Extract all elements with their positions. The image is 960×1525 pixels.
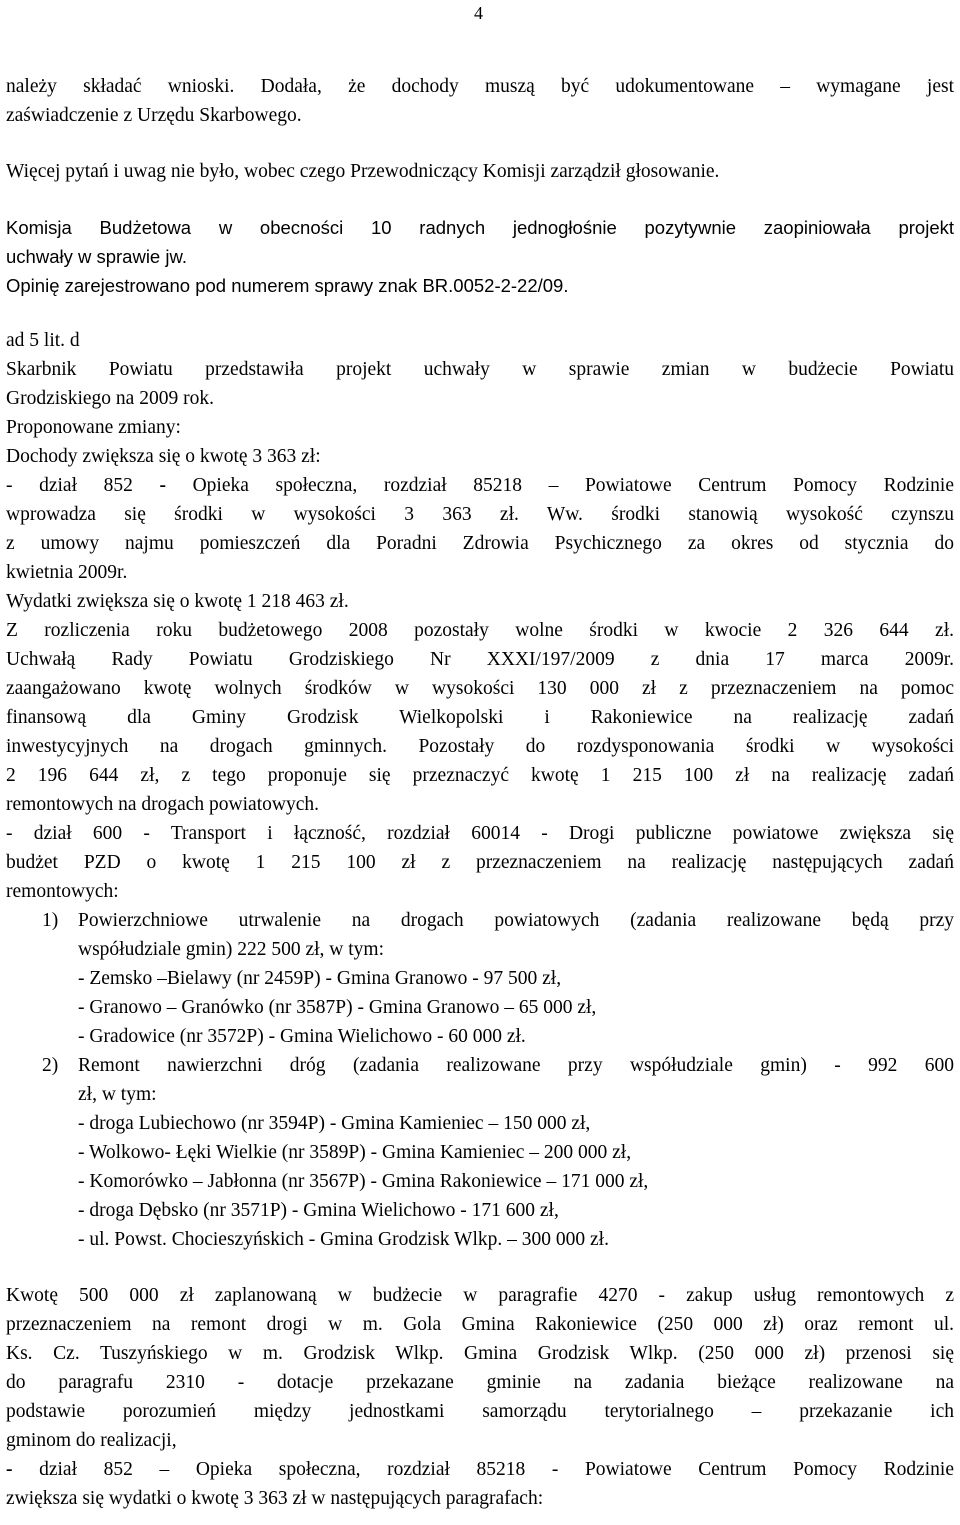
- list-item-number: 2): [42, 1055, 59, 1076]
- list-item-line: [6, 906, 954, 935]
- paragraph-line: Kwotę 500 000 zł zaplanowaną w budżecie w paragrafie 4270 - zakup usług remontowych z: [6, 1285, 954, 1306]
- paragraph-line: wprowadza się środki w wysokości 3 363 zł. Ww. środki stanowią wysokość czynszu: [6, 504, 954, 525]
- list-item-line: [6, 1051, 954, 1080]
- list-item-line: - ul. Powst. Chocieszyńskich - Gmina Grodzisk Wlkp. – 300 000 zł.: [78, 1229, 609, 1250]
- paragraph-line: Więcej pytań i uwag nie było, wobec czego Przewodniczący Komisji zarządził głosowanie.: [6, 161, 720, 182]
- paragraph-line: zwiększa się wydatki o kwotę 3 363 zł w następujących paragrafach:: [6, 1488, 544, 1509]
- list-item-line: - droga Lubiechowo (nr 3594P) - Gmina Kamieniec – 150 000 zł,: [78, 1113, 591, 1134]
- paragraph-line: Skarbnik Powiatu przedstawiła projekt uchwały w sprawie zmian w budżecie Powiatu: [6, 359, 954, 380]
- paragraph-line: kwietnia 2009r.: [6, 562, 128, 583]
- list-item-line: - Komorówko – Jabłonna (nr 3567P) - Gmina Rakoniewice – 171 000 zł,: [78, 1171, 649, 1192]
- text-run: - dział 852: [6, 475, 160, 496]
- paragraph-line: przeznaczeniem na remont drogi w m. Gola Gmina Rakoniewice (250 000 zł) oraz remont ul.: [6, 1314, 954, 1335]
- list-item-number: 1): [42, 910, 59, 931]
- list-item-text: Powierzchniowe utrwalenie na drogach powiatowych (zadania realizowane będą przy: [78, 910, 954, 931]
- paragraph-line: Dochody zwiększa się o kwotę 3 363 zł:: [6, 446, 321, 467]
- paragraph-line: Grodziskiego na 2009 rok.: [6, 388, 214, 409]
- list-item-line: współudziale gmin) 222 500 zł, w tym:: [78, 939, 385, 960]
- paragraph-line: Wydatki zwiększa się o kwotę 1 218 463 zł.: [6, 591, 349, 612]
- text-run: Opieka społeczna, rozdział 85218 – Powiatowe Centrum Pomocy Rodzinie: [165, 475, 955, 496]
- paragraph-line: podstawie porozumień między jednostkami samorządu terytorialnego – przekazanie ich: [6, 1401, 954, 1422]
- paragraph-line: należy składać wnioski. Dodała, że dochody muszą być udokumentowane – wymagane jest: [6, 76, 954, 97]
- paragraph-line: Opinię zarejestrowano pod numerem sprawy znak BR.0052-2-22/09.: [6, 275, 569, 296]
- list-item-line: zł, w tym:: [78, 1084, 157, 1105]
- list-item-text: Remont nawierzchni dróg (zadania realizowane przy współudziale gmin) - 992 600: [78, 1055, 954, 1076]
- paragraph-line: [6, 1455, 954, 1484]
- paragraph-line: uchwały w sprawie jw.: [6, 246, 187, 267]
- page-number: 4: [474, 3, 483, 23]
- paragraph-line: Proponowane zmiany:: [6, 417, 181, 438]
- text-run: -: [159, 475, 166, 496]
- paragraph-line: [6, 471, 954, 500]
- paragraph-line: Uchwałą Rady Powiatu Grodziskiego Nr XXXI/197/2009 z dnia 17 marca 2009r.: [6, 649, 954, 670]
- paragraph-line: remontowych na drogach powiatowych.: [6, 794, 319, 815]
- list-item: [6, 906, 954, 1051]
- list-item-line: - Gradowice (nr 3572P) - Gmina Wielichowo - 60 000 zł.: [78, 1026, 526, 1047]
- paragraph-line: budżet PZD o kwotę 1 215 100 zł z przeznaczeniem na realizację następujących zadań: [6, 852, 954, 873]
- paragraph-line: gminom do realizacji,: [6, 1430, 177, 1451]
- paragraph-line: - dział 600 - Transport i łączność, rozdział 60014 - Drogi publiczne powiatowe zwiększa się: [6, 823, 954, 844]
- list-item-line: - Zemsko –Bielawy (nr 2459P) - Gmina Granowo - 97 500 zł,: [78, 968, 562, 989]
- document-body: [6, 72, 954, 1513]
- paragraph-line: zaświadczenie z Urzędu Skarbowego.: [6, 105, 302, 126]
- paragraph-line: Ks. Cz. Tuszyńskiego w m. Grodzisk Wlkp. Gmina Grodzisk Wlkp. (250 000 zł) przenosi się: [6, 1343, 954, 1364]
- paragraph-line: do paragrafu 2310 - dotacje przekazane gminie na zadania bieżące realizowane na: [6, 1372, 954, 1393]
- paragraph-line: remontowych:: [6, 881, 119, 902]
- text-run: dział 852 – Opieka społeczna, rozdział 85218 - Powiatowe Centrum Pomocy Rodzinie: [12, 1459, 954, 1480]
- paragraph-line: inwestycyjnych na drogach gminnych. Pozostały do rozdysponowania środki w wysokości: [6, 736, 954, 757]
- paragraph-line: zaangażowano kwotę wolnych środków w wysokości 130 000 zł z przeznaczeniem na pomoc: [6, 678, 954, 699]
- list-item-line: - droga Dębsko (nr 3571P) - Gmina Wielichowo - 171 600 zł,: [78, 1200, 559, 1221]
- list-item: [6, 1051, 954, 1254]
- list-item-line: - Granowo – Granówko (nr 3587P) - Gmina Granowo – 65 000 zł,: [78, 997, 597, 1018]
- paragraph-line: Komisja Budżetowa w obecności 10 radnych jednogłośnie pozytywnie zaopiniowała projekt: [6, 217, 954, 238]
- paragraph-line: z umowy najmu pomieszczeń dla Poradni Zdrowia Psychicznego za okres od stycznia do: [6, 533, 954, 554]
- paragraph-line: 2 196 644 zł, z tego proponuje się przeznaczyć kwotę 1 215 100 zł na realizację zadań: [6, 765, 954, 786]
- list-item-line: - Wolkowo- Łęki Wielkie (nr 3589P) - Gmina Kamieniec – 200 000 zł,: [78, 1142, 632, 1163]
- text-run: -: [6, 1459, 13, 1480]
- paragraph-line: Z rozliczenia roku budżetowego 2008 pozostały wolne środki w kwocie 2 326 644 zł.: [6, 620, 954, 641]
- task-list: [6, 906, 954, 1254]
- paragraph-line: finansową dla Gminy Grodzisk Wielkopolski i Rakoniewice na realizację zadań: [6, 707, 954, 728]
- section-heading: ad 5 lit. d: [6, 330, 80, 351]
